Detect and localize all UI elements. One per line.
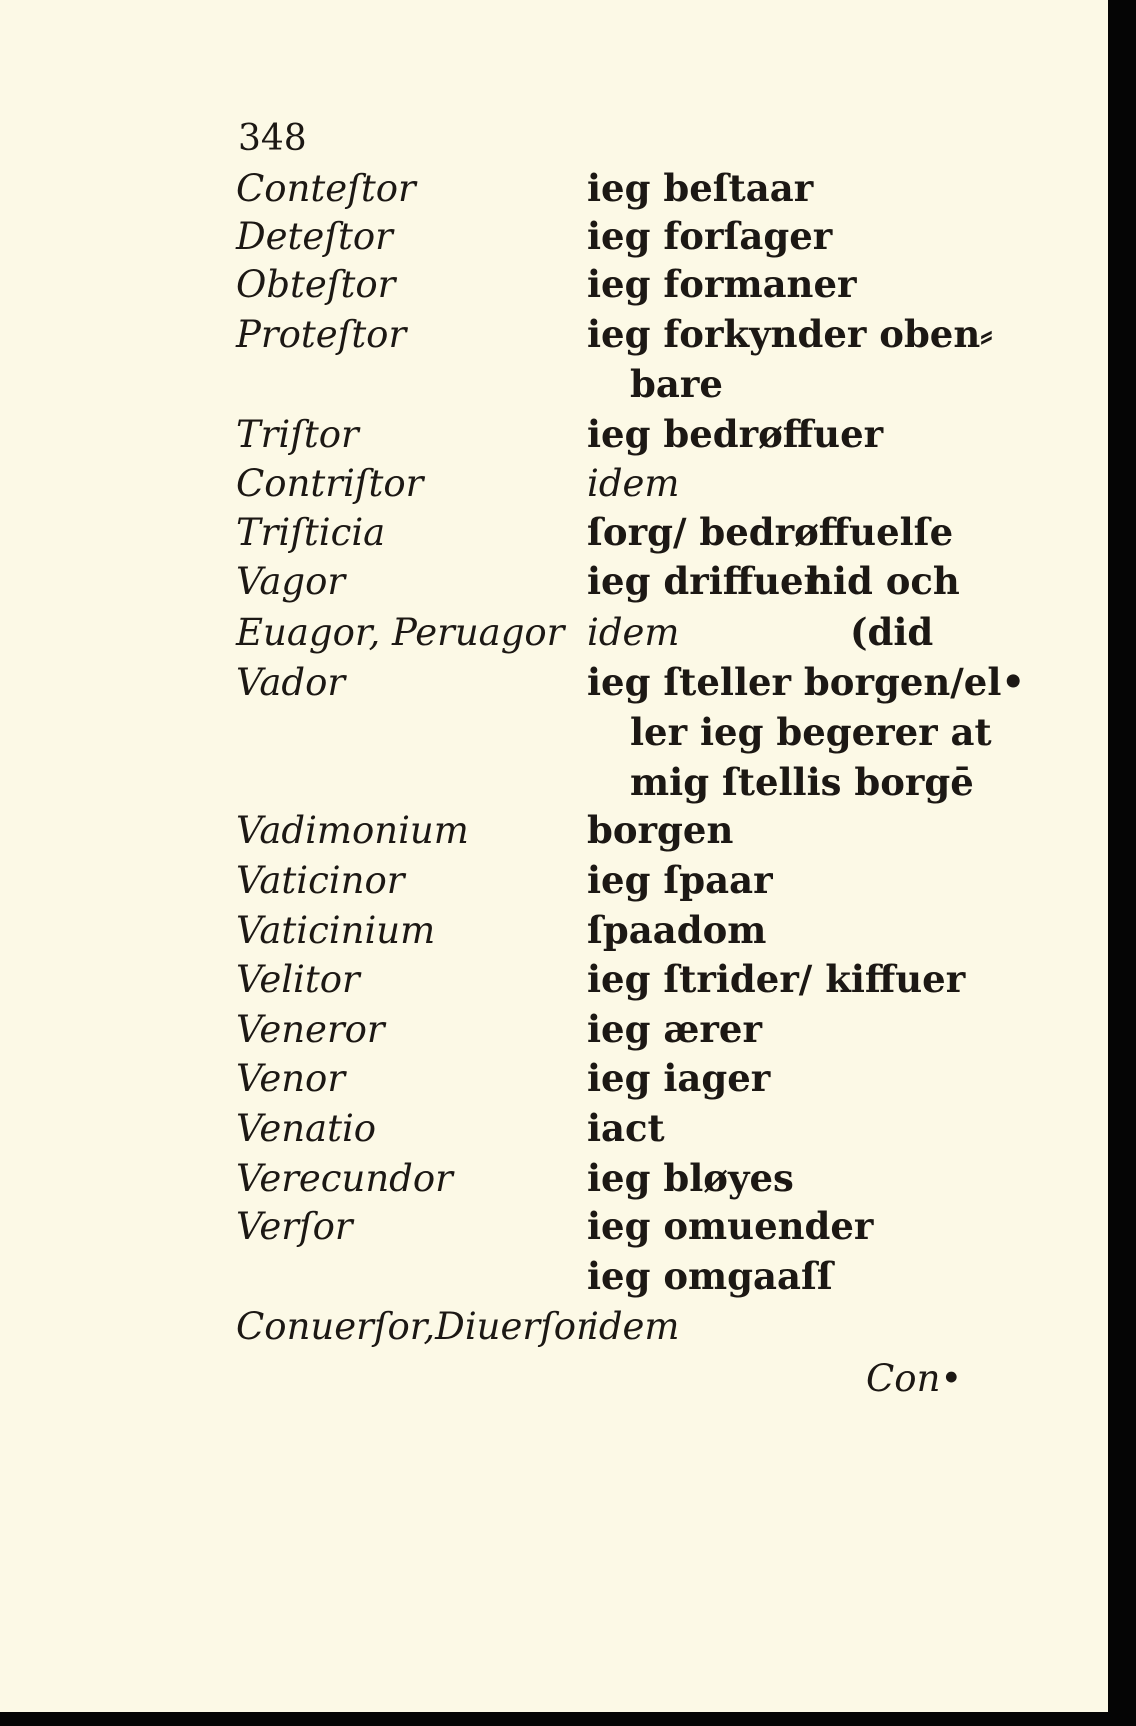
danish-gloss: ſorg/ bedrøffuelſe bbox=[587, 510, 954, 554]
latin-headword: Venor bbox=[236, 1057, 346, 1100]
latin-headword: Obteſtor bbox=[236, 263, 396, 306]
latin-headword: Vaticinor bbox=[236, 859, 405, 902]
danish-gloss: idem bbox=[587, 1305, 680, 1348]
latin-headword: Deteſtor bbox=[236, 215, 393, 258]
danish-gloss: ieg ærer bbox=[587, 1007, 762, 1051]
latin-headword: Conteſtor bbox=[236, 167, 416, 210]
latin-headword: Verſor bbox=[236, 1205, 353, 1248]
scan-edge-bottom bbox=[0, 1712, 1136, 1726]
danish-gloss: ieg ſpaar bbox=[587, 858, 773, 902]
danish-gloss: ieg driffuer bbox=[587, 559, 824, 603]
latin-headword: Vagor bbox=[236, 560, 346, 603]
danish-gloss: idem bbox=[587, 611, 680, 654]
danish-gloss-continuation: mig ſtellis borgē bbox=[630, 760, 974, 804]
catchword: Con• bbox=[866, 1357, 963, 1400]
latin-headword: Euagor, Peruagor bbox=[236, 611, 565, 654]
danish-gloss-continuation: bare bbox=[630, 362, 723, 406]
danish-gloss: ieg forkynder oben⸗ bbox=[587, 312, 993, 356]
danish-gloss: ieg beſtaar bbox=[587, 166, 814, 210]
latin-headword: Velitor bbox=[236, 958, 360, 1001]
danish-gloss: ieg ſtrider/ kiffuer bbox=[587, 957, 966, 1001]
latin-headword: Vaticinium bbox=[236, 909, 436, 952]
latin-headword: Triſticia bbox=[236, 511, 386, 554]
danish-gloss: ieg omuender bbox=[587, 1204, 874, 1248]
latin-headword: Veneror bbox=[236, 1008, 385, 1051]
latin-headword: Triſtor bbox=[236, 413, 359, 456]
latin-headword: Venatio bbox=[236, 1107, 377, 1150]
danish-gloss: borgen bbox=[587, 808, 734, 852]
danish-gloss-continuation: ler ieg begerer at bbox=[630, 710, 992, 754]
danish-gloss: ieg formaner bbox=[587, 262, 857, 306]
latin-headword: Conuerſor,Diuerſor bbox=[236, 1305, 594, 1348]
danish-gloss: ieg bløyes bbox=[587, 1156, 794, 1200]
page-number: 348 bbox=[238, 118, 307, 159]
danish-gloss-overflow: hid och bbox=[806, 559, 960, 603]
danish-gloss: ieg bedrøffuer bbox=[587, 412, 884, 456]
latin-headword: Verecundor bbox=[236, 1157, 453, 1200]
danish-gloss: idem bbox=[587, 462, 680, 505]
danish-gloss: ieg ſteller borgen/el• bbox=[587, 660, 1026, 704]
scan-edge-right bbox=[1108, 0, 1136, 1726]
latin-headword: Contriſtor bbox=[236, 462, 424, 505]
latin-headword: Vador bbox=[236, 661, 346, 704]
danish-gloss: ſpaadom bbox=[587, 908, 767, 952]
danish-gloss: ieg forſager bbox=[587, 214, 833, 258]
latin-headword: Proteſtor bbox=[236, 313, 407, 356]
danish-gloss: ieg iager bbox=[587, 1056, 771, 1100]
danish-gloss-overflow: (did bbox=[850, 610, 934, 654]
latin-headword: Vadimonium bbox=[236, 809, 469, 852]
danish-gloss-continuation: ieg omgaaſſ bbox=[587, 1254, 833, 1298]
danish-gloss: iact bbox=[587, 1106, 665, 1150]
